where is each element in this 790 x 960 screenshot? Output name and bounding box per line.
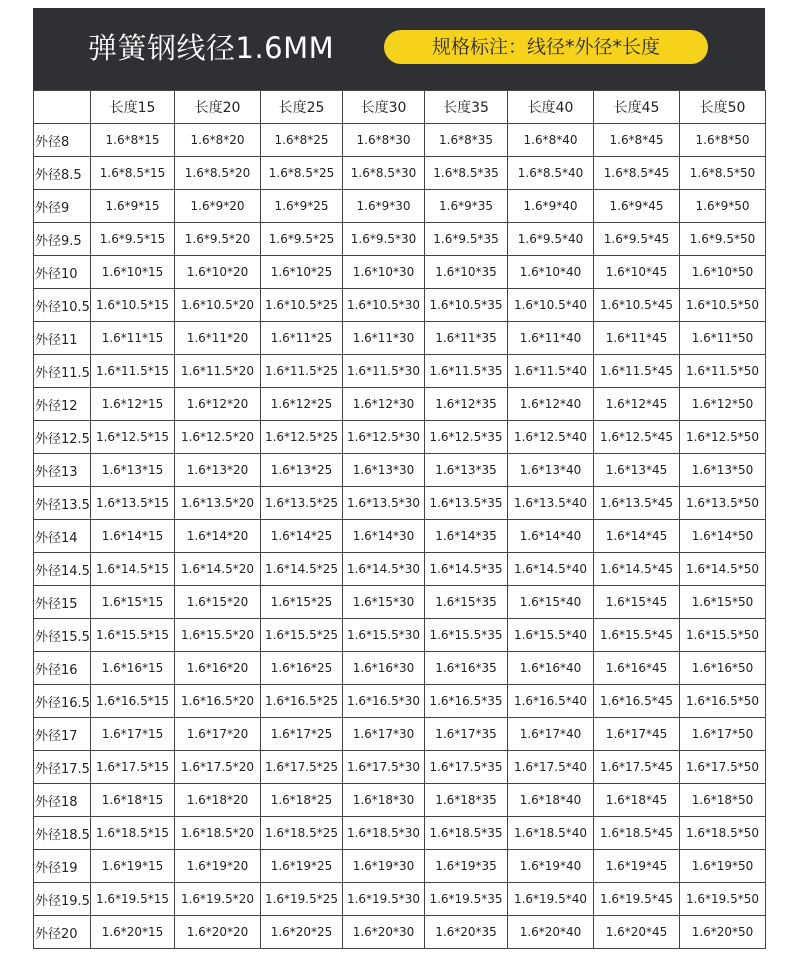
spec-cell: 1.6*15.5*40 [508,619,594,652]
spec-cell: 1.6*12*35 [425,388,508,421]
spec-cell: 1.6*9.5*35 [425,223,508,256]
table-row [34,619,766,652]
spec-cell: 1.6*19*25 [261,850,343,883]
table-row [34,553,766,586]
spec-cell: 1.6*15*35 [425,586,508,619]
spec-cell: 1.6*12*45 [594,388,680,421]
page-header [33,8,765,90]
spec-cell: 1.6*16*45 [594,652,680,685]
spec-cell: 1.6*11.5*35 [425,355,508,388]
spec-cell: 1.6*9.5*30 [343,223,425,256]
table-row [34,652,766,685]
column-header: 长度45 [594,91,680,124]
spec-cell: 1.6*9.5*50 [680,223,766,256]
spec-cell: 1.6*8.5*35 [425,157,508,190]
row-header: 外径10 [34,256,91,289]
spec-cell: 1.6*18.5*15 [91,817,175,850]
spec-cell: 1.6*18.5*25 [261,817,343,850]
spec-cell: 1.6*13.5*45 [594,487,680,520]
spec-cell: 1.6*11.5*30 [343,355,425,388]
spec-cell: 1.6*19*15 [91,850,175,883]
spec-cell: 1.6*16.5*25 [261,685,343,718]
spec-cell: 1.6*15*25 [261,586,343,619]
row-header: 外径13.5 [34,487,91,520]
spec-cell: 1.6*13*40 [508,454,594,487]
spec-cell: 1.6*12.5*35 [425,421,508,454]
spec-cell: 1.6*18*15 [91,784,175,817]
table-row [34,256,766,289]
spec-cell: 1.6*9.5*40 [508,223,594,256]
spec-cell: 1.6*17.5*40 [508,751,594,784]
spec-cell: 1.6*10.5*15 [91,289,175,322]
spec-cell: 1.6*9.5*25 [261,223,343,256]
spec-cell: 1.6*10.5*45 [594,289,680,322]
spec-cell: 1.6*13.5*30 [343,487,425,520]
spec-cell: 1.6*8*45 [594,124,680,157]
column-header: 长度15 [91,91,175,124]
spec-cell: 1.6*14*50 [680,520,766,553]
spec-cell: 1.6*17*40 [508,718,594,751]
spec-cell: 1.6*12.5*40 [508,421,594,454]
row-header: 外径19 [34,850,91,883]
spec-cell: 1.6*19*40 [508,850,594,883]
spec-cell: 1.6*8*15 [91,124,175,157]
spec-cell: 1.6*19.5*45 [594,883,680,916]
row-header: 外径8.5 [34,157,91,190]
spec-cell: 1.6*13*30 [343,454,425,487]
spec-cell: 1.6*19.5*50 [680,883,766,916]
spec-cell: 1.6*17*35 [425,718,508,751]
spec-cell: 1.6*8.5*15 [91,157,175,190]
spec-cell: 1.6*14.5*30 [343,553,425,586]
table-row [34,883,766,916]
spec-cell: 1.6*10*35 [425,256,508,289]
spec-cell: 1.6*17.5*45 [594,751,680,784]
spec-cell: 1.6*16*30 [343,652,425,685]
spec-cell: 1.6*9*50 [680,190,766,223]
row-header: 外径10.5 [34,289,91,322]
column-header: 长度50 [680,91,766,124]
table-row [34,124,766,157]
spec-cell: 1.6*16*50 [680,652,766,685]
spec-cell: 1.6*14.5*50 [680,553,766,586]
spec-cell: 1.6*11*30 [343,322,425,355]
spec-cell: 1.6*11*25 [261,322,343,355]
spec-cell: 1.6*16*35 [425,652,508,685]
spec-cell: 1.6*12*30 [343,388,425,421]
spec-cell: 1.6*9.5*20 [175,223,261,256]
table-row [34,718,766,751]
spec-cell: 1.6*12*25 [261,388,343,421]
spec-cell: 1.6*19.5*40 [508,883,594,916]
spec-cell: 1.6*13*20 [175,454,261,487]
spec-cell: 1.6*14.5*40 [508,553,594,586]
row-header: 外径14.5 [34,553,91,586]
table-row [34,289,766,322]
row-header: 外径19.5 [34,883,91,916]
spec-cell: 1.6*12*50 [680,388,766,421]
spec-cell: 1.6*14.5*45 [594,553,680,586]
spec-cell: 1.6*14.5*15 [91,553,175,586]
spec-cell: 1.6*15*45 [594,586,680,619]
table-row [34,850,766,883]
spec-cell: 1.6*9.5*15 [91,223,175,256]
spec-cell: 1.6*19.5*20 [175,883,261,916]
spec-notation-badge: 规格标注：线径*外径*长度 [384,30,708,64]
table-row [34,685,766,718]
spec-cell: 1.6*11.5*50 [680,355,766,388]
spec-cell: 1.6*13.5*35 [425,487,508,520]
spec-cell: 1.6*10*20 [175,256,261,289]
spec-cell: 1.6*14*30 [343,520,425,553]
spec-cell: 1.6*11.5*45 [594,355,680,388]
spec-cell: 1.6*16*25 [261,652,343,685]
spec-cell: 1.6*20*35 [425,916,508,949]
spec-cell: 1.6*12.5*15 [91,421,175,454]
spec-cell: 1.6*15*30 [343,586,425,619]
table-row [34,157,766,190]
spec-cell: 1.6*8*30 [343,124,425,157]
column-header: 长度40 [508,91,594,124]
spec-cell: 1.6*20*15 [91,916,175,949]
spec-cell: 1.6*17.5*50 [680,751,766,784]
spec-cell: 1.6*17.5*35 [425,751,508,784]
spec-cell: 1.6*15.5*50 [680,619,766,652]
spec-cell: 1.6*16.5*40 [508,685,594,718]
spec-cell: 1.6*19.5*15 [91,883,175,916]
spec-cell: 1.6*12*40 [508,388,594,421]
row-header: 外径16.5 [34,685,91,718]
spec-cell: 1.6*20*40 [508,916,594,949]
spec-cell: 1.6*10.5*20 [175,289,261,322]
spec-cell: 1.6*11*35 [425,322,508,355]
spec-cell: 1.6*13*15 [91,454,175,487]
row-header: 外径11 [34,322,91,355]
spec-cell: 1.6*11*40 [508,322,594,355]
spec-cell: 1.6*14.5*20 [175,553,261,586]
spec-cell: 1.6*15*50 [680,586,766,619]
spec-cell: 1.6*16.5*15 [91,685,175,718]
spec-cell: 1.6*8.5*40 [508,157,594,190]
table-row [34,520,766,553]
spec-cell: 1.6*11.5*25 [261,355,343,388]
spec-cell: 1.6*8*20 [175,124,261,157]
spec-cell: 1.6*13*35 [425,454,508,487]
row-header: 外径14 [34,520,91,553]
spec-cell: 1.6*16.5*35 [425,685,508,718]
spec-cell: 1.6*20*45 [594,916,680,949]
table-row [34,784,766,817]
spec-cell: 1.6*15*20 [175,586,261,619]
spec-cell: 1.6*12.5*45 [594,421,680,454]
spec-cell: 1.6*19*20 [175,850,261,883]
row-header: 外径15.5 [34,619,91,652]
table-header-row [34,91,766,124]
spec-cell: 1.6*9.5*45 [594,223,680,256]
row-header: 外径11.5 [34,355,91,388]
spec-cell: 1.6*18*20 [175,784,261,817]
spec-cell: 1.6*18.5*45 [594,817,680,850]
spec-cell: 1.6*15.5*30 [343,619,425,652]
spec-cell: 1.6*8.5*25 [261,157,343,190]
spec-cell: 1.6*14.5*35 [425,553,508,586]
spec-cell: 1.6*10*40 [508,256,594,289]
spec-cell: 1.6*17*25 [261,718,343,751]
spec-cell: 1.6*17*45 [594,718,680,751]
spec-cell: 1.6*11*15 [91,322,175,355]
spec-cell: 1.6*12.5*20 [175,421,261,454]
spec-cell: 1.6*10.5*40 [508,289,594,322]
spec-cell: 1.6*11.5*40 [508,355,594,388]
spec-cell: 1.6*17.5*25 [261,751,343,784]
spec-cell: 1.6*15.5*35 [425,619,508,652]
spec-cell: 1.6*14*15 [91,520,175,553]
row-header: 外径12 [34,388,91,421]
row-header: 外径18 [34,784,91,817]
spec-cell: 1.6*16*40 [508,652,594,685]
spec-cell: 1.6*13.5*20 [175,487,261,520]
spec-cell: 1.6*18.5*40 [508,817,594,850]
spec-cell: 1.6*16.5*50 [680,685,766,718]
spec-cell: 1.6*9*35 [425,190,508,223]
spec-cell: 1.6*15*15 [91,586,175,619]
spec-cell: 1.6*18*50 [680,784,766,817]
spec-cell: 1.6*9*20 [175,190,261,223]
row-header: 外径16 [34,652,91,685]
spec-cell: 1.6*17*20 [175,718,261,751]
column-header: 长度20 [175,91,261,124]
spec-cell: 1.6*19.5*30 [343,883,425,916]
spec-cell: 1.6*19*45 [594,850,680,883]
spec-cell: 1.6*10*30 [343,256,425,289]
spec-cell: 1.6*10*25 [261,256,343,289]
spec-cell: 1.6*9*25 [261,190,343,223]
spec-cell: 1.6*16.5*20 [175,685,261,718]
spec-cell: 1.6*14*20 [175,520,261,553]
spec-cell: 1.6*20*25 [261,916,343,949]
spec-cell: 1.6*10*45 [594,256,680,289]
spec-cell: 1.6*18.5*30 [343,817,425,850]
spec-cell: 1.6*18*30 [343,784,425,817]
spec-cell: 1.6*9*15 [91,190,175,223]
corner-cell [34,91,91,124]
spec-cell: 1.6*15.5*45 [594,619,680,652]
spec-cell: 1.6*8*40 [508,124,594,157]
spec-cell: 1.6*14*45 [594,520,680,553]
spec-cell: 1.6*8.5*20 [175,157,261,190]
spec-cell: 1.6*10.5*50 [680,289,766,322]
row-header: 外径9 [34,190,91,223]
spec-cell: 1.6*19.5*35 [425,883,508,916]
row-header: 外径15 [34,586,91,619]
spec-cell: 1.6*20*20 [175,916,261,949]
column-header: 长度25 [261,91,343,124]
spec-cell: 1.6*12.5*25 [261,421,343,454]
spec-cell: 1.6*10*15 [91,256,175,289]
spec-cell: 1.6*18*25 [261,784,343,817]
spec-cell: 1.6*12*20 [175,388,261,421]
spec-cell: 1.6*18*35 [425,784,508,817]
spec-cell: 1.6*19.5*25 [261,883,343,916]
spec-cell: 1.6*15*40 [508,586,594,619]
table-row [34,817,766,850]
spec-cell: 1.6*9*40 [508,190,594,223]
row-header: 外径17 [34,718,91,751]
spec-cell: 1.6*15.5*20 [175,619,261,652]
spec-cell: 1.6*13*50 [680,454,766,487]
row-header: 外径9.5 [34,223,91,256]
spec-cell: 1.6*11*45 [594,322,680,355]
spec-cell: 1.6*11*50 [680,322,766,355]
spec-cell: 1.6*16.5*45 [594,685,680,718]
spec-cell: 1.6*10.5*25 [261,289,343,322]
spec-cell: 1.6*13.5*50 [680,487,766,520]
spec-cell: 1.6*10.5*30 [343,289,425,322]
spec-cell: 1.6*16.5*30 [343,685,425,718]
spec-cell: 1.6*8*35 [425,124,508,157]
table-row [34,751,766,784]
row-header: 外径13 [34,454,91,487]
row-header: 外径8 [34,124,91,157]
page-title: 弹簧钢线径1.6MM [88,31,335,65]
table-row [34,487,766,520]
spec-cell: 1.6*17.5*15 [91,751,175,784]
spec-cell: 1.6*8*50 [680,124,766,157]
spec-cell: 1.6*14*35 [425,520,508,553]
spec-cell: 1.6*13.5*40 [508,487,594,520]
spec-cell: 1.6*18*40 [508,784,594,817]
spec-cell: 1.6*9*45 [594,190,680,223]
spec-cell: 1.6*12*15 [91,388,175,421]
spec-cell: 1.6*10.5*35 [425,289,508,322]
table-row [34,388,766,421]
row-header: 外径17.5 [34,751,91,784]
spec-cell: 1.6*16*20 [175,652,261,685]
spec-cell: 1.6*17*50 [680,718,766,751]
spec-cell: 1.6*9*30 [343,190,425,223]
table-row [34,916,766,949]
spec-cell: 1.6*12.5*50 [680,421,766,454]
row-header: 外径12.5 [34,421,91,454]
spec-cell: 1.6*17*30 [343,718,425,751]
spec-cell: 1.6*10*50 [680,256,766,289]
spec-cell: 1.6*17.5*30 [343,751,425,784]
table-row [34,223,766,256]
table-row [34,421,766,454]
spec-table [33,90,766,949]
spec-cell: 1.6*19*30 [343,850,425,883]
row-header: 外径20 [34,916,91,949]
spec-cell: 1.6*8.5*30 [343,157,425,190]
spec-cell: 1.6*18.5*35 [425,817,508,850]
spec-cell: 1.6*8.5*50 [680,157,766,190]
spec-cell: 1.6*14*40 [508,520,594,553]
spec-cell: 1.6*18.5*50 [680,817,766,850]
spec-cell: 1.6*20*50 [680,916,766,949]
table-row [34,454,766,487]
table-row [34,586,766,619]
spec-cell: 1.6*20*30 [343,916,425,949]
spec-cell: 1.6*14*25 [261,520,343,553]
spec-cell: 1.6*15.5*25 [261,619,343,652]
spec-cell: 1.6*8*25 [261,124,343,157]
spec-cell: 1.6*11.5*20 [175,355,261,388]
spec-cell: 1.6*15.5*15 [91,619,175,652]
column-header: 长度35 [425,91,508,124]
spec-cell: 1.6*19*35 [425,850,508,883]
spec-cell: 1.6*16*15 [91,652,175,685]
spec-cell: 1.6*8.5*45 [594,157,680,190]
spec-cell: 1.6*19*50 [680,850,766,883]
spec-cell: 1.6*18*45 [594,784,680,817]
spec-cell: 1.6*17*15 [91,718,175,751]
spec-cell: 1.6*18.5*20 [175,817,261,850]
table-row [34,322,766,355]
spec-cell: 1.6*11.5*15 [91,355,175,388]
spec-cell: 1.6*13.5*25 [261,487,343,520]
table-row [34,190,766,223]
row-header: 外径18.5 [34,817,91,850]
spec-cell: 1.6*13.5*15 [91,487,175,520]
spec-cell: 1.6*14.5*25 [261,553,343,586]
spec-cell: 1.6*11*20 [175,322,261,355]
spec-cell: 1.6*12.5*30 [343,421,425,454]
column-header: 长度30 [343,91,425,124]
table-row [34,355,766,388]
spec-cell: 1.6*13*25 [261,454,343,487]
spec-cell: 1.6*17.5*20 [175,751,261,784]
spec-cell: 1.6*13*45 [594,454,680,487]
